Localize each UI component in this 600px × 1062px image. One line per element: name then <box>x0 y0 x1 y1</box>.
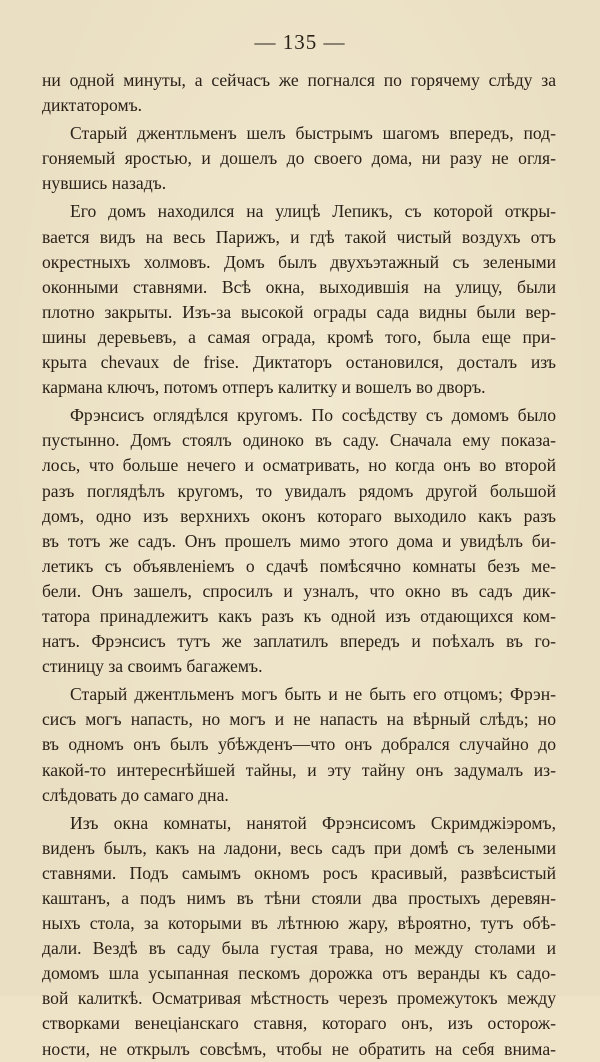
text-line: натъ. Фрэнсисъ тутъ же заплатилъ впередъ и поѣхалъ въ го- <box>42 631 556 652</box>
text-line: плотно закрыты. Изъ-за высокой ограды сада видны были вер- <box>42 301 556 322</box>
page-number: — 135 — <box>254 30 346 54</box>
text-line: диктаторомъ. <box>42 95 143 116</box>
text-line: какой-то интереснѣйшей тайны, и эту тайну онъ задумалъ из- <box>42 759 556 780</box>
text-line: каштанъ, а подъ нимъ въ тѣни стояли два простыхъ деревян- <box>42 888 556 908</box>
text-line: крыта chevaux de frise. Диктаторъ остановился, досталъ изъ <box>42 352 556 373</box>
text-line: домъ, одно изъ верхнихъ оконъ котораго выходило какъ разъ <box>42 505 556 526</box>
text-line: ныхъ стола, за которыми въ лѣтнюю жару, вѣроятно, тутъ обѣ- <box>42 913 556 934</box>
text-line: бели. Онъ зашелъ, спросилъ и узналъ, что окно въ садъ дик- <box>42 580 556 601</box>
text-line: Старый джентльменъ шелъ быстрымъ шагомъ впередъ, под- <box>70 123 556 144</box>
text-line: ставнями. Подъ самымъ окномъ росъ красивый, развѣсистый <box>42 862 556 883</box>
text-line: татора принадлежитъ какъ разъ къ одной изъ отдающихся ком- <box>42 605 556 626</box>
text-line: Фрэнсисъ оглядѣлся кругомъ. По сосѣдству съ домомъ было <box>70 405 556 426</box>
text-line: нувшись назадъ. <box>42 173 167 194</box>
text-line: вой калиткѣ. Осматривая мѣстность черезъ промежутокъ между <box>42 988 556 1009</box>
text-line: виденъ былъ, какъ на ладони, весь садъ при домѣ съ зелеными <box>42 837 556 858</box>
text-line: Старый джентльменъ могъ быть и не быть его отцомъ; Фрэн- <box>70 684 556 705</box>
text-line: кармана ключъ, потомъ отперъ калитку и вошелъ во дворъ. <box>42 377 486 398</box>
text-line: лось, что больше нечего и осматривать, но когда онъ во второй <box>42 455 556 476</box>
text-line: оконными ставнями. Всѣ окна, выходившія на улицу, были <box>42 276 556 297</box>
text-line: стиницу за своимъ багажемъ. <box>42 656 263 677</box>
text-line: створками венеціанскаго ставня, котораго онъ, изъ осторож- <box>42 1013 556 1034</box>
text-line: ности, не открылъ совсѣмъ, чтобы не обратить на себя внима- <box>42 1038 556 1059</box>
text-line: разъ поглядѣлъ кругомъ, то увидалъ рядомъ другой большой <box>42 480 556 501</box>
text-line: дали. Вездѣ въ саду была густая трава, но между столами и <box>42 938 556 959</box>
text-line: гоняемый яростью, и дошелъ до своего дома, ни разу не огля- <box>42 148 556 169</box>
text-line: ни одной минуты, а сейчасъ же погнался по горячему слѣду за <box>42 70 556 90</box>
text-line: окрестныхъ холмовъ. Домъ былъ двухъэтажный съ зелеными <box>42 251 556 272</box>
text-line: вается видъ на весь Парижъ, и гдѣ такой чистый воздухъ отъ <box>42 226 556 247</box>
text-line: пустынно. Домъ стоялъ одиноко въ саду. Сначала ему показа- <box>42 430 556 451</box>
text-line: въ тотъ же садъ. Онъ прошелъ мимо этого дома и увидѣлъ би- <box>42 530 556 551</box>
text-line: Изъ окна комнаты, нанятой Фрэнсисомъ Скримджіэромъ, <box>70 812 556 833</box>
text-line: шины деревьевъ, а самая ограда, кромѣ того, была еще при- <box>42 326 556 347</box>
body-text <box>42 68 556 1062</box>
text-line: Его домъ находился на улицѣ Лепикъ, съ которой откры- <box>70 201 556 222</box>
text-line: летикъ съ объявленіемъ о сдачѣ помѣсячно комнаты безъ ме- <box>42 555 556 576</box>
text-line: слѣдовать до самаго дна. <box>42 784 229 805</box>
text-line: домомъ шла усыпанная пескомъ дорожка отъ веранды къ садо- <box>42 963 556 984</box>
text-line: въ одномъ онъ былъ убѣжденъ—что онъ добрался случайно до <box>42 734 556 755</box>
text-line: сисъ могъ напасть, но могъ и не напасть на вѣрный слѣдъ; но <box>42 709 556 730</box>
